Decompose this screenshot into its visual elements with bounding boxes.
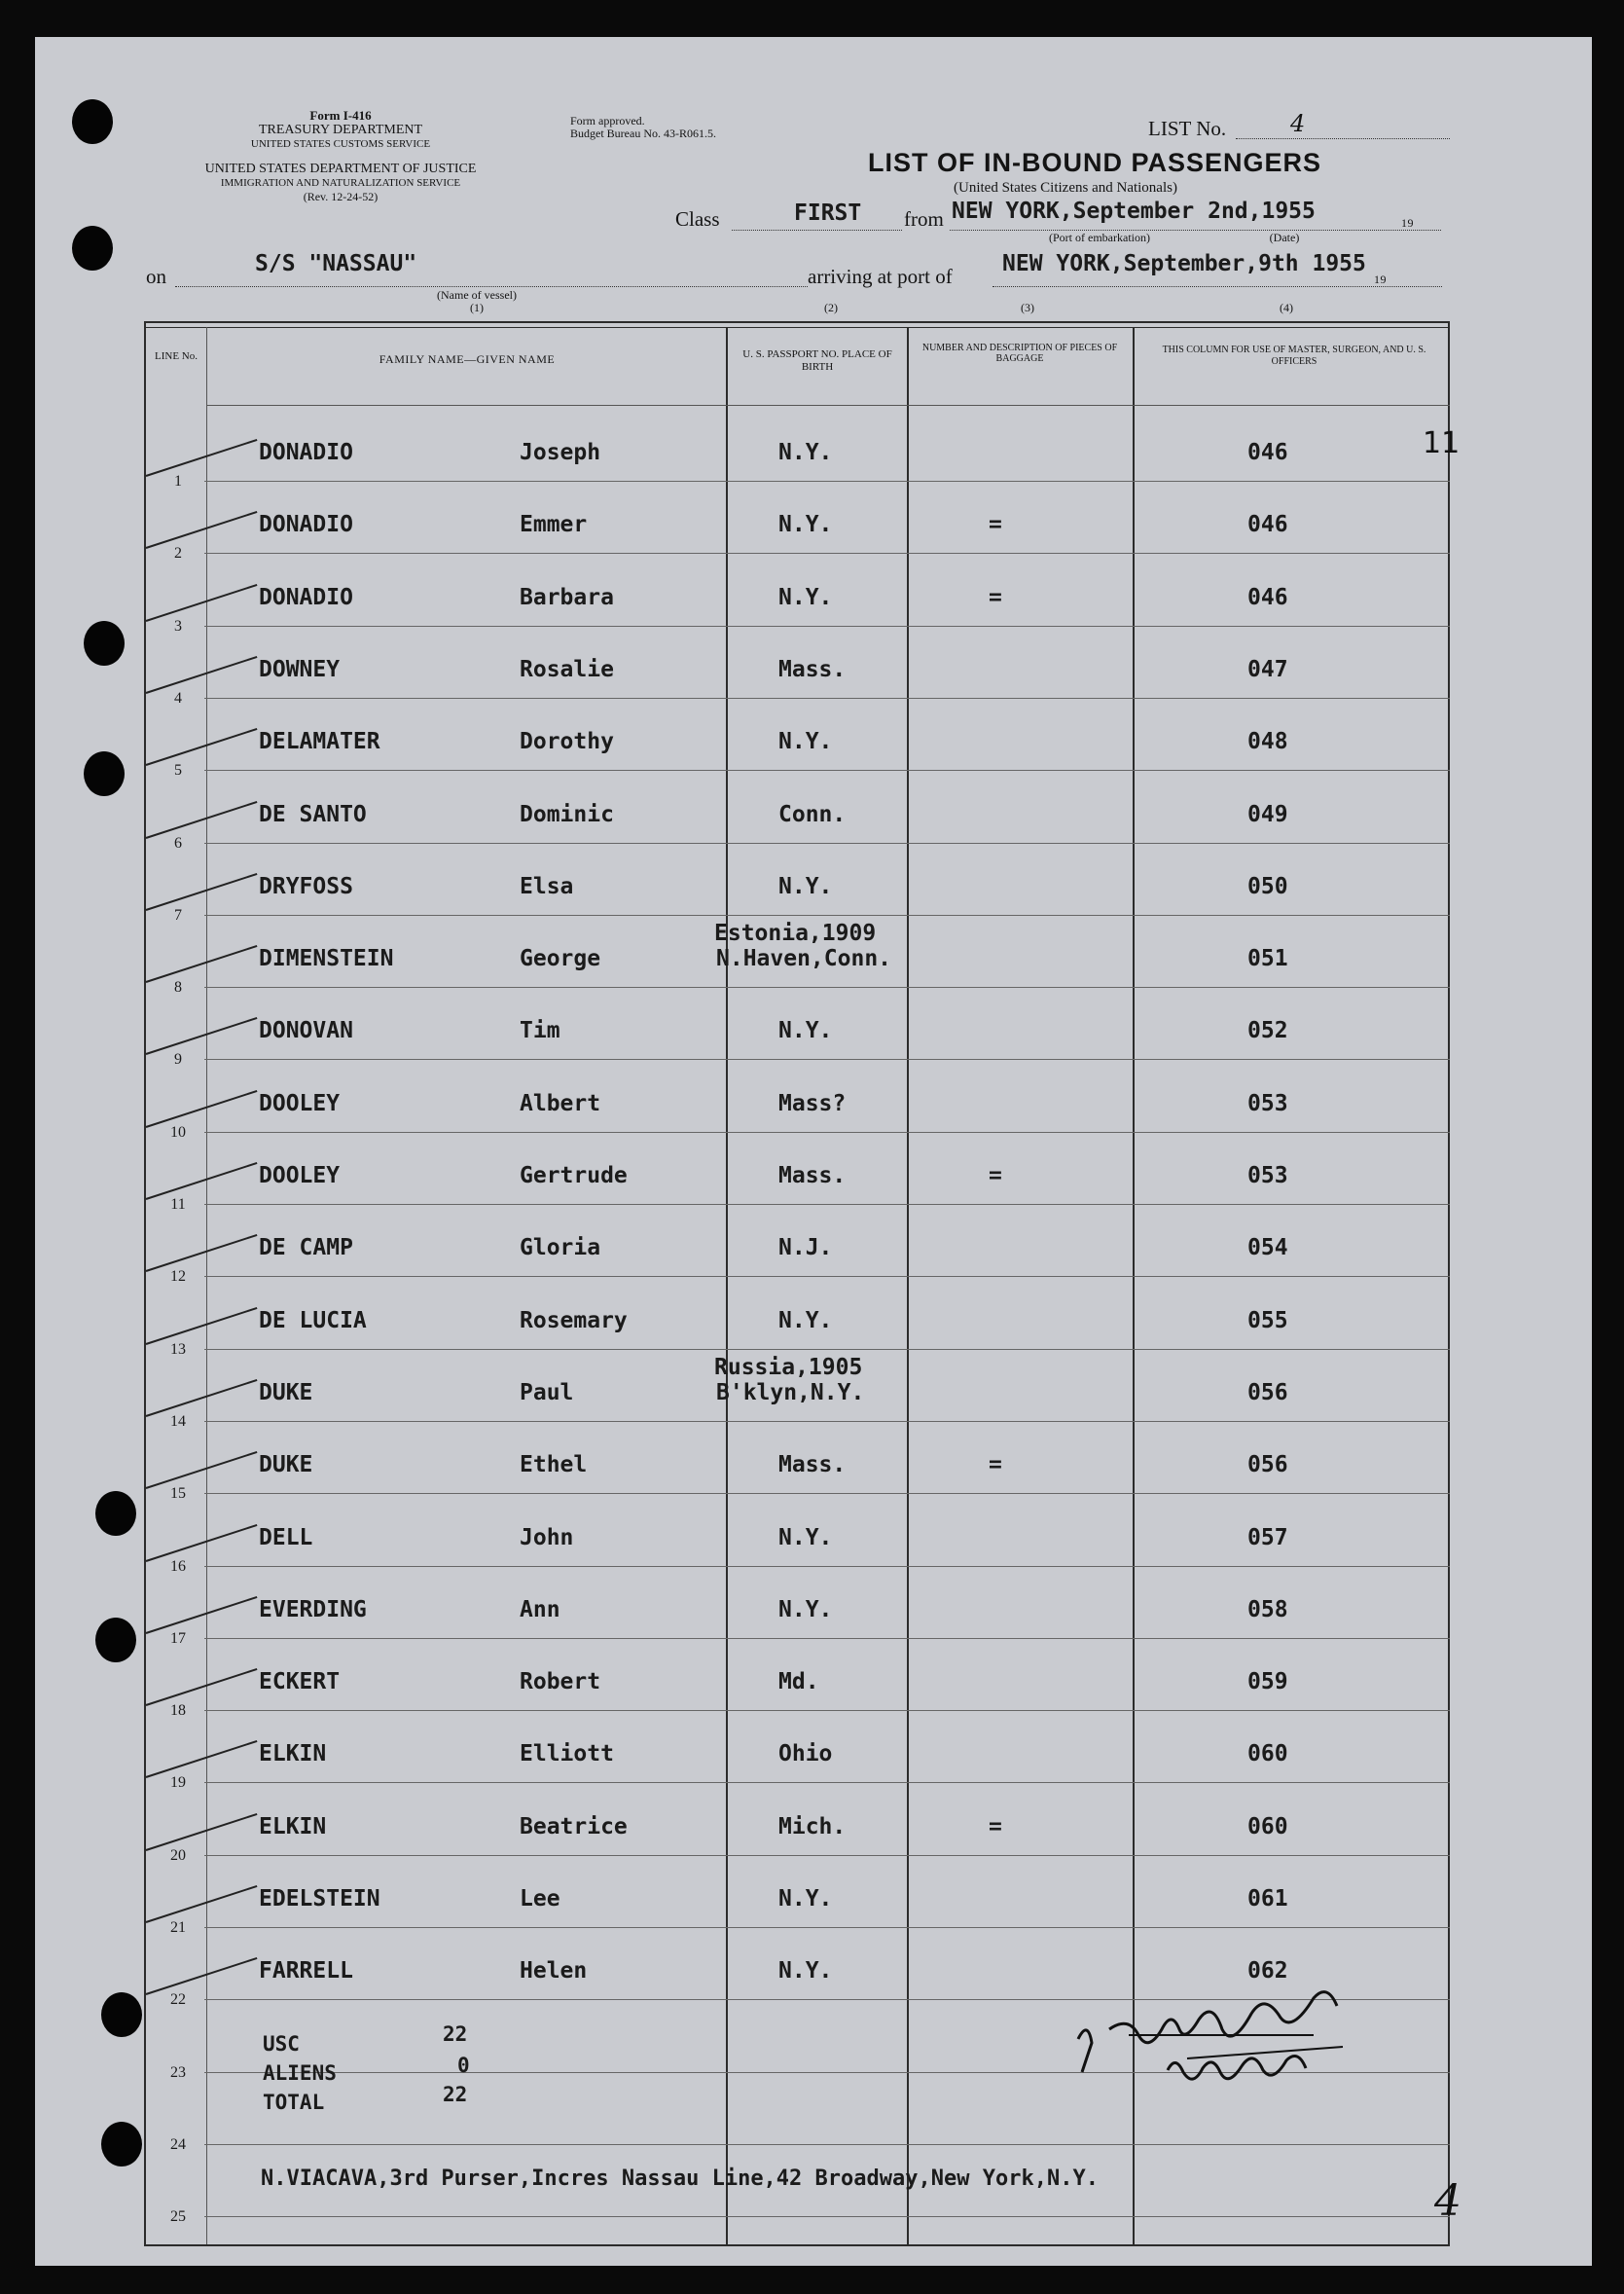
table-row-rule — [204, 1276, 1450, 1277]
date-caption: (Date) — [1269, 231, 1300, 244]
line-number: 18 — [170, 1702, 186, 1720]
officer-code: 050 — [1247, 873, 1288, 899]
place-of-birth: N.Y. — [778, 584, 833, 610]
family-name: DOOLEY — [259, 1090, 341, 1116]
family-name: DE CAMP — [259, 1235, 353, 1261]
line-number: 7 — [174, 906, 182, 924]
family-name: DIMENSTEIN — [259, 946, 394, 972]
revision: (Rev. 12-24-52) — [303, 190, 379, 203]
table-row-rule — [204, 2144, 1450, 2145]
officer-code: 054 — [1247, 1235, 1288, 1261]
table-row-rule — [204, 1927, 1450, 1928]
place-of-birth: Mass. — [778, 1163, 847, 1188]
family-name: DONADIO — [259, 440, 353, 465]
officer-signature — [1070, 1990, 1421, 2097]
caption-3: (3) — [1021, 301, 1034, 314]
place-of-birth: N.Y. — [778, 1524, 833, 1550]
table-row-rule — [204, 1349, 1450, 1350]
col-officers: THIS COLUMN FOR USE OF MASTER, SURGEON, AND U. S. OFFICERS — [1162, 345, 1426, 367]
family-name: EVERDING — [259, 1596, 367, 1622]
customs-service: UNITED STATES CUSTOMS SERVICE — [250, 138, 431, 150]
place-of-birth: Ohio — [778, 1741, 833, 1767]
line-number: 4 — [174, 689, 182, 707]
family-name: ECKERT — [259, 1669, 341, 1695]
line-number: 14 — [170, 1412, 186, 1430]
baggage-ditto: = — [989, 512, 1002, 538]
year-suffix: 19 — [1401, 216, 1414, 230]
place-of-birth: N.Y. — [778, 729, 833, 755]
line-number: 15 — [170, 1485, 186, 1503]
line-number: 25 — [170, 2208, 186, 2226]
table-row-rule — [204, 987, 1450, 988]
officer-code: 046 — [1247, 512, 1288, 538]
place-of-birth: N.Y. — [778, 1018, 833, 1044]
given-name: Joseph — [520, 440, 601, 465]
col-name: FAMILY NAME—GIVEN NAME — [379, 352, 556, 366]
place-of-birth: Estonia,1909 — [714, 921, 877, 947]
line-number: 19 — [170, 1774, 186, 1792]
table-row-rule — [204, 1204, 1450, 1205]
arriving-label: arriving at port of — [808, 265, 953, 288]
given-name: Lee — [520, 1886, 560, 1912]
table-row-rule — [204, 1710, 1450, 1711]
aliens-label: ALIENS — [263, 2061, 337, 2085]
place-of-birth-2: N.Haven,Conn. — [716, 946, 892, 972]
line-number: 11 — [170, 1196, 186, 1213]
family-name: DELAMATER — [259, 729, 380, 755]
line-number: 13 — [170, 1340, 186, 1358]
line-number: 2 — [174, 545, 182, 563]
page-title: LIST OF IN-BOUND PASSENGERS — [868, 148, 1322, 177]
family-name: DONADIO — [259, 512, 353, 538]
table-row-rule — [204, 843, 1450, 844]
given-name: Ann — [520, 1596, 560, 1622]
family-name: DOWNEY — [259, 656, 341, 682]
line-number: 5 — [174, 762, 182, 780]
punch-hole — [84, 751, 125, 796]
officer-code: 051 — [1247, 946, 1288, 972]
officer-code: 056 — [1247, 1452, 1288, 1478]
family-name: FARRELL — [259, 1958, 353, 1984]
officer-code: 059 — [1247, 1669, 1288, 1695]
line-number: 3 — [174, 617, 182, 635]
caption-2: (2) — [824, 301, 838, 314]
line-number: 12 — [170, 1268, 186, 1286]
table-row-rule — [204, 698, 1450, 699]
officer-code: 046 — [1247, 584, 1288, 610]
given-name: Rosemary — [520, 1307, 628, 1333]
place-of-birth: N.J. — [778, 1235, 833, 1261]
punch-hole — [72, 99, 113, 144]
page-corner-number: 4 — [1434, 2176, 1462, 2226]
purser-line: N.VIACAVA,3rd Purser,Incres Nassau Line,42 Broadway,New York,N.Y. — [261, 2167, 1099, 2191]
table-row-rule — [204, 1421, 1450, 1422]
form-approved: Form approved. — [570, 114, 645, 127]
given-name: Helen — [520, 1958, 588, 1984]
given-name: Rosalie — [520, 656, 614, 682]
given-name: Barbara — [520, 584, 614, 610]
place-of-birth: Conn. — [778, 801, 847, 827]
place-of-birth: Russia,1905 — [714, 1354, 863, 1380]
place-of-birth: Mass. — [778, 656, 847, 682]
on-label: on — [146, 265, 166, 288]
family-name: DE LUCIA — [259, 1307, 367, 1333]
year-suffix-2: 19 — [1374, 273, 1387, 286]
col-line-no: LINE No. — [155, 350, 198, 362]
officer-code: 052 — [1247, 1018, 1288, 1044]
officer-code: 046 — [1247, 440, 1288, 465]
line-number: 23 — [170, 2063, 186, 2081]
family-name: DE SANTO — [259, 801, 367, 827]
baggage-ditto: = — [989, 584, 1002, 610]
usc-label: USC — [263, 2032, 300, 2056]
total-label: TOTAL — [263, 2091, 325, 2114]
punch-hole — [95, 1618, 136, 1662]
place-of-birth: Mich. — [778, 1813, 847, 1839]
port-embarkation: NEW YORK,September 2nd,1955 — [952, 199, 1316, 224]
margin-note: 11 — [1423, 426, 1461, 460]
table-row-rule — [204, 1638, 1450, 1639]
page-subtitle: (United States Citizens and Nationals) — [954, 180, 1177, 196]
table-row-rule — [204, 1493, 1450, 1494]
caption-4: (4) — [1280, 301, 1293, 314]
table-row-rule — [204, 770, 1450, 771]
family-name: DUKE — [259, 1452, 313, 1478]
usc-count: 22 — [443, 2022, 468, 2046]
family-name: EDELSTEIN — [259, 1886, 380, 1912]
officer-code: 060 — [1247, 1813, 1288, 1839]
place-of-birth: Mass? — [778, 1090, 847, 1116]
given-name: Robert — [520, 1669, 601, 1695]
punch-hole — [95, 1491, 136, 1536]
table-row-rule — [204, 1782, 1450, 1783]
line-number: 22 — [170, 1991, 186, 2009]
officer-code: 057 — [1247, 1524, 1288, 1550]
given-name: Dorothy — [520, 729, 614, 755]
form-number: Form I-416 — [309, 108, 372, 123]
class-value: FIRST — [794, 200, 862, 226]
family-name: DELL — [259, 1524, 313, 1550]
given-name: John — [520, 1524, 574, 1550]
punch-hole — [84, 621, 125, 666]
port-embark-caption: (Port of embarkation) — [1049, 231, 1150, 244]
table-row-rule — [204, 915, 1450, 916]
table-row-rule — [204, 553, 1450, 554]
treasury-dept: TREASURY DEPARTMENT — [258, 123, 423, 137]
line-number: 17 — [170, 1629, 186, 1647]
baggage-ditto: = — [989, 1452, 1002, 1478]
officer-code: 061 — [1247, 1886, 1288, 1912]
from-label: from — [904, 207, 944, 231]
vessel-caption: (Name of vessel) — [437, 288, 517, 302]
family-name: DRYFOSS — [259, 873, 353, 899]
officer-code: 055 — [1247, 1307, 1288, 1333]
class-label: Class — [675, 207, 720, 231]
list-number: 4 — [1290, 110, 1306, 137]
line-number: 9 — [174, 1051, 182, 1069]
officer-code: 060 — [1247, 1741, 1288, 1767]
given-name: Gloria — [520, 1235, 601, 1261]
table-row-rule — [204, 1566, 1450, 1567]
line-number: 24 — [170, 2135, 186, 2153]
given-name: Elliott — [520, 1741, 614, 1767]
given-name: Paul — [520, 1379, 574, 1405]
officer-code: 056 — [1247, 1379, 1288, 1405]
officer-code: 058 — [1247, 1596, 1288, 1622]
justice-dept: UNITED STATES DEPARTMENT OF JUSTICE — [204, 162, 477, 176]
place-of-birth: N.Y. — [778, 1886, 833, 1912]
total-count: 22 — [443, 2083, 468, 2106]
place-of-birth-2: B'klyn,N.Y. — [716, 1379, 865, 1405]
place-of-birth: Mass. — [778, 1452, 847, 1478]
col-baggage: NUMBER AND DESCRIPTION OF PIECES OF BAGGAGE — [921, 343, 1118, 364]
family-name: DONOVAN — [259, 1018, 353, 1044]
officer-code: 047 — [1247, 656, 1288, 682]
table-row-rule — [204, 2216, 1450, 2217]
baggage-ditto: = — [989, 1163, 1002, 1188]
table-row-rule — [204, 626, 1450, 627]
baggage-ditto: = — [989, 1813, 1002, 1839]
place-of-birth: N.Y. — [778, 1307, 833, 1333]
given-name: Ethel — [520, 1452, 588, 1478]
given-name: Beatrice — [520, 1813, 628, 1839]
col-passport: U. S. PASSPORT NO. PLACE OF BIRTH — [742, 348, 892, 373]
given-name: Tim — [520, 1018, 560, 1044]
given-name: Albert — [520, 1090, 601, 1116]
place-of-birth: Md. — [778, 1669, 819, 1695]
given-name: Dominic — [520, 801, 614, 827]
given-name: George — [520, 946, 601, 972]
table-row-rule — [204, 1059, 1450, 1060]
place-of-birth: N.Y. — [778, 1958, 833, 1984]
punch-hole — [101, 2122, 142, 2167]
arrival-port-date: NEW YORK,September,9th 1955 — [1002, 251, 1366, 276]
table-row-rule — [204, 1855, 1450, 1856]
table-row-rule — [204, 1132, 1450, 1133]
line-number: 21 — [170, 1919, 186, 1936]
family-name: DUKE — [259, 1379, 313, 1405]
given-name: Gertrude — [520, 1163, 628, 1188]
line-number: 8 — [174, 979, 182, 997]
place-of-birth: N.Y. — [778, 873, 833, 899]
vessel-name: S/S "NASSAU" — [255, 251, 417, 276]
family-name: DOOLEY — [259, 1163, 341, 1188]
punch-hole — [72, 226, 113, 271]
aliens-count: 0 — [457, 2054, 470, 2077]
family-name: ELKIN — [259, 1813, 327, 1839]
given-name: Elsa — [520, 873, 574, 899]
place-of-birth: N.Y. — [778, 512, 833, 538]
place-of-birth: N.Y. — [778, 440, 833, 465]
family-name: ELKIN — [259, 1741, 327, 1767]
budget-bureau: Budget Bureau No. 43-R061.5. — [570, 127, 716, 140]
ins-service: IMMIGRATION AND NATURALIZATION SERVICE — [220, 177, 461, 189]
list-no-label: LIST No. — [1148, 117, 1227, 140]
line-number: 10 — [170, 1123, 186, 1141]
line-number: 1 — [174, 473, 182, 490]
officer-code: 049 — [1247, 801, 1288, 827]
officer-code: 053 — [1247, 1163, 1288, 1188]
table-row-rule — [204, 481, 1450, 482]
line-number: 6 — [174, 834, 182, 852]
line-number: 16 — [170, 1557, 186, 1575]
officer-code: 062 — [1247, 1958, 1288, 1984]
officer-code: 048 — [1247, 729, 1288, 755]
caption-1: (1) — [470, 301, 484, 314]
given-name: Emmer — [520, 512, 588, 538]
place-of-birth: N.Y. — [778, 1596, 833, 1622]
punch-hole — [101, 1992, 142, 2037]
line-number: 20 — [170, 1846, 186, 1864]
family-name: DONADIO — [259, 584, 353, 610]
officer-code: 053 — [1247, 1090, 1288, 1116]
